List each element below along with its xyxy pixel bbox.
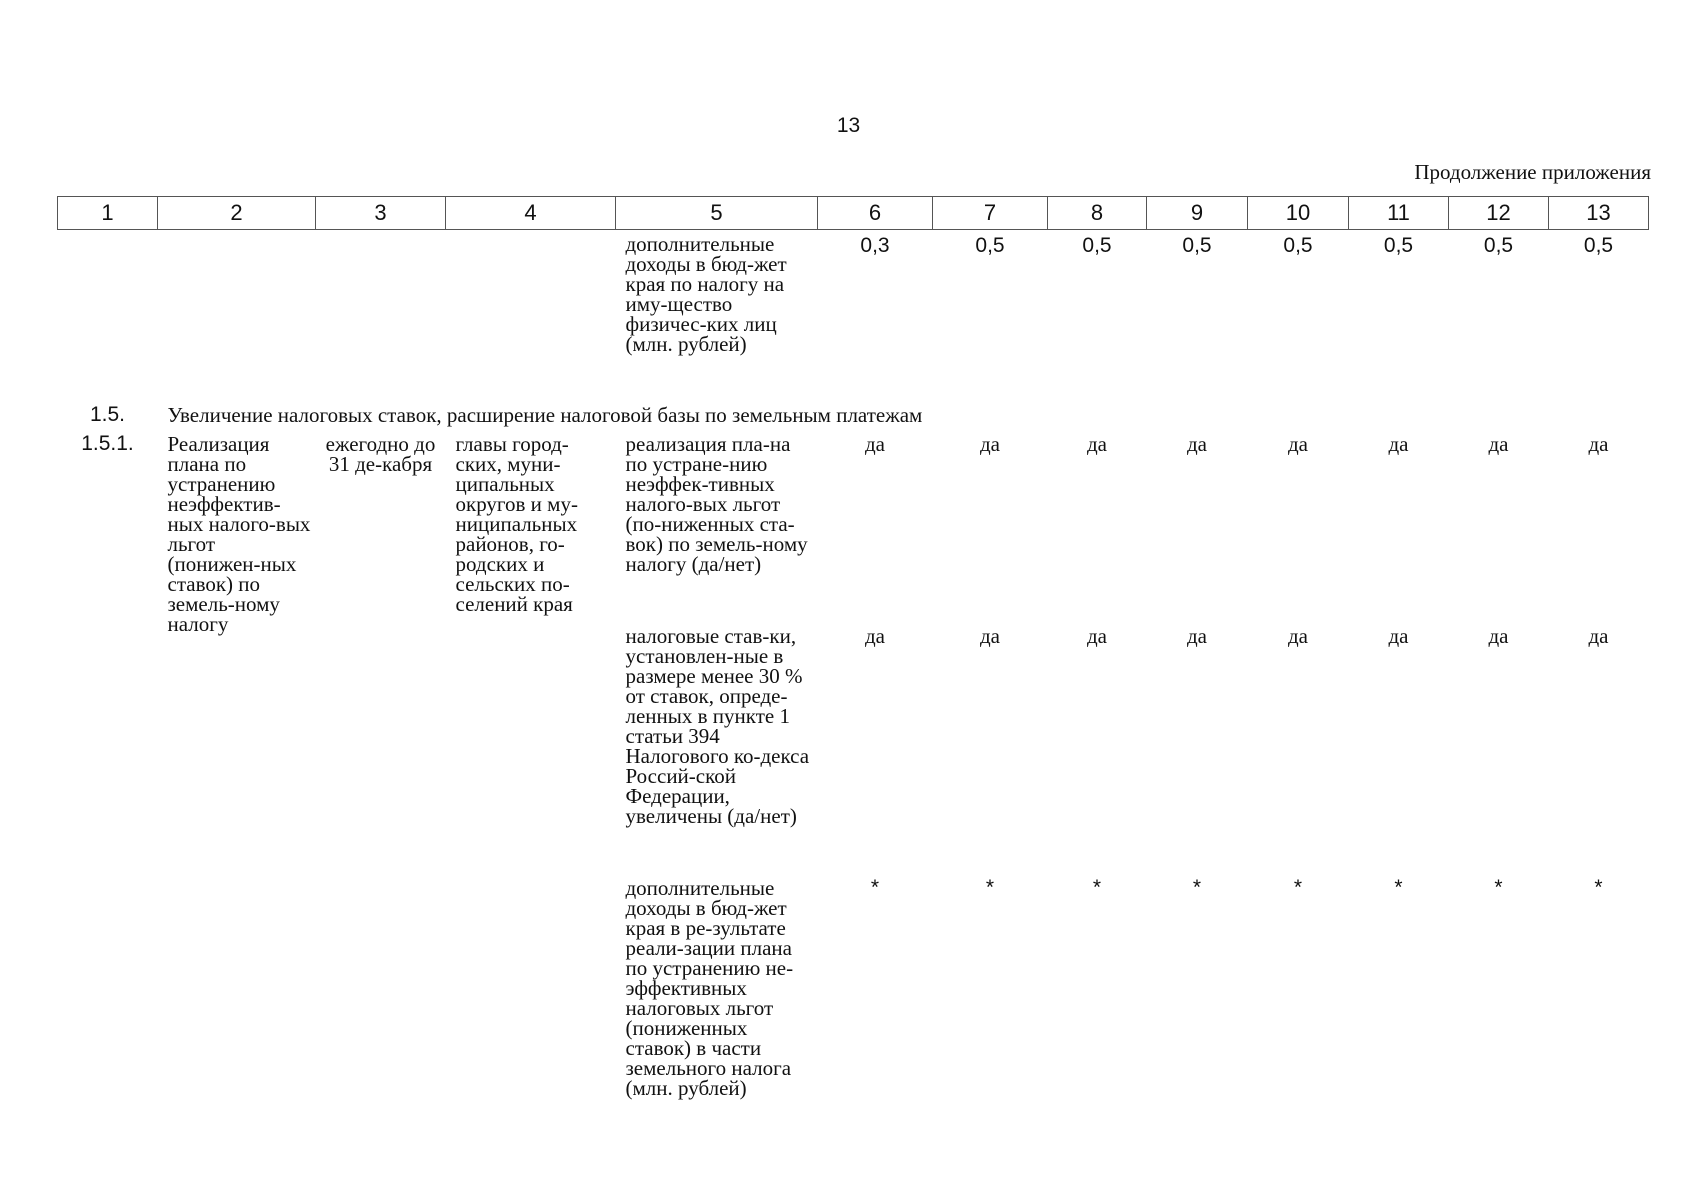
value-cell: да — [1488, 623, 1509, 648]
header-col: 6 — [818, 197, 933, 230]
value-cell: 0,5 — [1283, 234, 1313, 257]
value-cell: да — [1488, 431, 1509, 456]
value-cell: * — [1293, 875, 1303, 899]
table-row — [58, 230, 1649, 402]
header-col: 3 — [316, 197, 446, 230]
value-cell: 0,3 — [860, 234, 890, 257]
value-cell: * — [1594, 875, 1603, 899]
value-cell: да — [1186, 431, 1207, 456]
section-row — [58, 402, 1649, 432]
document-table — [57, 196, 1649, 1098]
value-cell: да — [864, 623, 885, 648]
measure-text: Реализация плана по устранению неэффектив-ных налого-вых льгот (понижен-ных ставок) по земель-ному налогу — [167, 431, 311, 636]
indicator-text: налоговые став-ки, установлен-ные в размере менее 30 % от ставок, опреде-ленных в пункте 1 статьи 394 Налогового ко-декса Россий-ской Федерации, увеличены (да/нет) — [625, 623, 810, 828]
value-cell: да — [1186, 623, 1207, 648]
value-cell: да — [1388, 623, 1409, 648]
section-number: 1.5. — [89, 402, 126, 426]
value-cell: * — [1092, 875, 1102, 899]
value-cell: да — [864, 431, 885, 456]
page-number: 13 — [836, 114, 861, 137]
value-cell: 0,5 — [1182, 234, 1212, 257]
indicator-text: дополнительные доходы в бюд-жет края по налогу на иму-щество физичес-ких лиц (млн. рублей) — [625, 232, 787, 356]
header-col: 12 — [1449, 197, 1549, 230]
value-cell: 0,5 — [975, 234, 1005, 257]
value-cell: да — [1588, 623, 1609, 648]
header-row — [58, 197, 1649, 230]
header-col: 13 — [1549, 197, 1649, 230]
header-col: 9 — [1147, 197, 1248, 230]
section-title: Увеличение налоговых ставок, расширение налоговой базы по земельным платежам — [167, 402, 923, 427]
value-cell: да — [1588, 431, 1609, 456]
value-cell: 0,5 — [1483, 234, 1514, 257]
header-col: 4 — [446, 197, 616, 230]
item-number: 1.5.1. — [81, 431, 134, 455]
header-col: 11 — [1349, 197, 1449, 230]
responsible-text: главы город-ских, муни-ципальных округов и му-ниципальных районов, го-родских и сельских по-селений края — [455, 431, 578, 616]
value-cell: 0,5 — [1583, 234, 1614, 257]
value-cell: * — [1494, 875, 1503, 899]
value-cell: да — [1086, 623, 1107, 648]
header-col: 2 — [158, 197, 316, 230]
indicator-text: дополнительные доходы в бюд-жет края в ре-зультате реали-зации плана по устранению не-эффективных налоговых льгот (пониженных ставок) в части земельного налога (млн. рублей) — [625, 875, 794, 1100]
header-col: 10 — [1248, 197, 1349, 230]
header-col: 1 — [58, 197, 158, 230]
header-col: 7 — [933, 197, 1048, 230]
value-cell: да — [979, 431, 1000, 456]
indicator-text: реализация пла-на по устране-нию неэффек-тивных налого-вых льгот (по-ниженных ста-вок) по земель-ному налогу (да/нет) — [625, 431, 808, 576]
value-cell: да — [1086, 431, 1107, 456]
value-cell: 0,5 — [1082, 234, 1112, 257]
value-cell: * — [985, 875, 995, 899]
value-cell: да — [979, 623, 1000, 648]
continuation-label: Продолжение приложения — [1414, 160, 1651, 184]
value-cell: * — [1192, 875, 1202, 899]
deadline-text: ежегодно до 31 де-кабря — [325, 431, 436, 476]
header-col: 8 — [1048, 197, 1147, 230]
value-cell: да — [1287, 623, 1308, 648]
table-row — [58, 432, 1649, 626]
value-cell: * — [870, 875, 880, 899]
value-cell: 0,5 — [1383, 234, 1414, 257]
value-cell: да — [1388, 431, 1409, 456]
value-cell: да — [1287, 431, 1308, 456]
header-col: 5 — [616, 197, 818, 230]
value-cell: * — [1394, 875, 1403, 899]
